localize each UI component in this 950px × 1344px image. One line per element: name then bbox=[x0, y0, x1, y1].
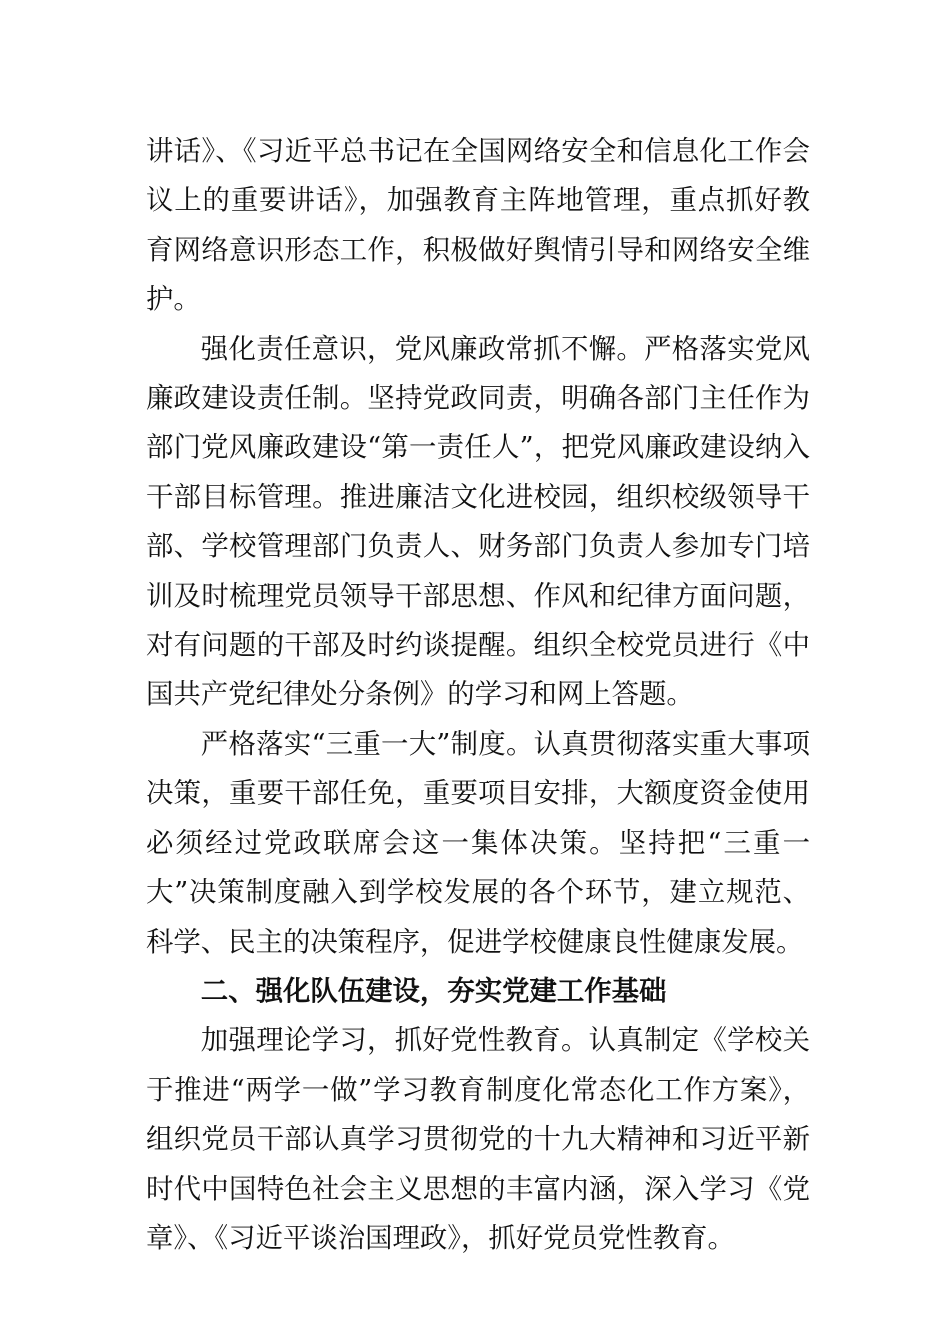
paragraph-theory-study: 加强理论学习，抓好党性教育。认真制定《学校关于推进“两学一做”学习教育制度化常态化工作方案》，组织党员干部认真学习贯彻党的十九大精神和习近平新时代中国特色社会主义思想的丰富内涵，深入学习《党章》、《习近平谈治国理政》，抓好党员党性教育。 bbox=[146, 1025, 810, 1254]
paragraph-three-important-one-large: 严格落实“三重一大”制度。认真贯彻落实重大事项决策，重要干部任免，重要项目安排，大额度资金使用必须经过党政联席会这一集体决策。坚持把“三重一大”决策制度融入到学校发展的各个环节，建立规范、科学、民主的决策程序，促进学校健康良性健康发展。 bbox=[146, 728, 810, 958]
section-heading: 二、强化队伍建设，夯实党建工作基础 bbox=[200, 975, 667, 1007]
paragraph-continuation: 讲话》、《习近平总书记在全国网络安全和信息化工作会议上的重要讲话》，加强教育主阵地管理，重点抓好教育网络意识形态工作，积极做好舆情引导和网络安全维护。 bbox=[146, 136, 810, 316]
paragraph-party-conduct: 强化责任意识，党风廉政常抓不懈。严格落实党风廉政建设责任制。坚持党政同责，明确各部门主任作为部门党风廉政建设“第一责任人”，把党风廉政建设纳入干部目标管理。推进廉洁文化进校园，组织校级领导干部、学校管理部门负责人、财务部门负责人参加专门培训及时梳理党员领导干部思想、作风和纪律方面问题，对有问题的干部及时约谈提醒。组织全校党员进行《中国共产党纪律处分条例》的学习和网上答题。 bbox=[146, 333, 810, 711]
document-body bbox=[146, 127, 810, 1263]
